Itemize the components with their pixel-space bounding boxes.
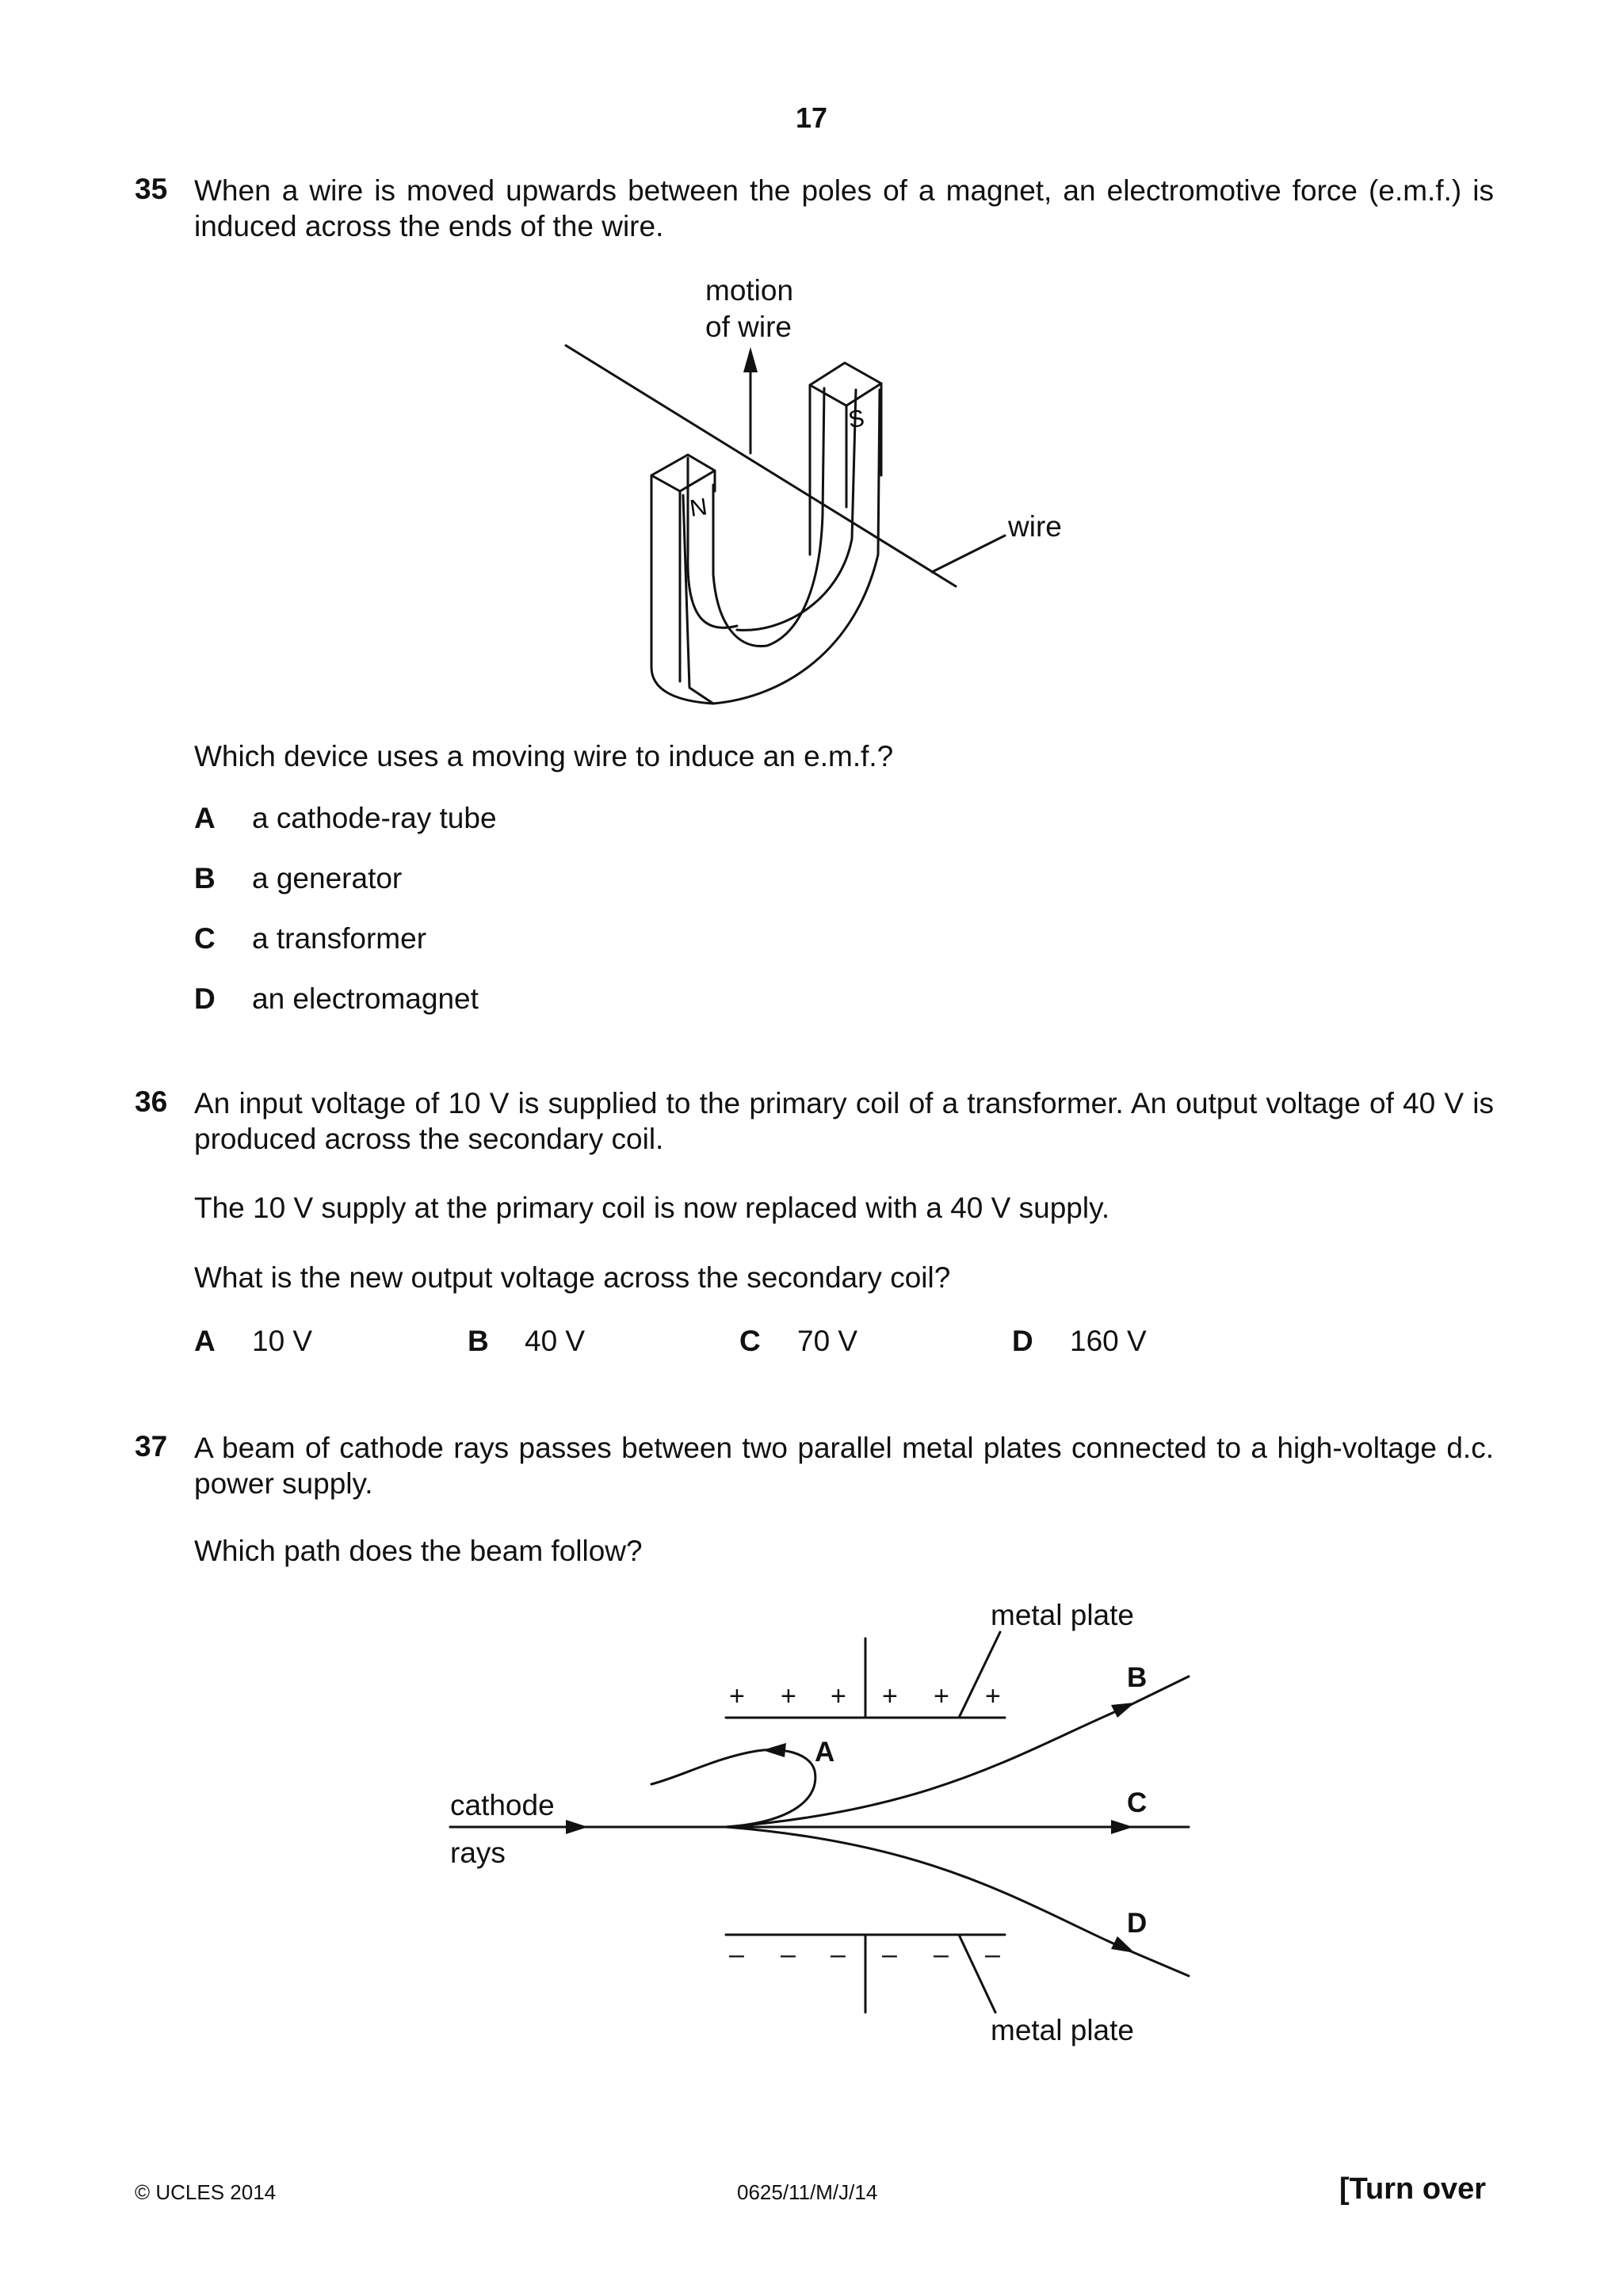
path-b-arrow-head xyxy=(1111,1703,1135,1718)
minus-sign: – xyxy=(882,1939,897,1970)
minus-sign: – xyxy=(831,1939,846,1970)
top-plate-leader xyxy=(959,1632,1000,1718)
question-35-prompt: Which device uses a moving wire to induce an e.m.f.? xyxy=(194,740,894,772)
option-c-text[interactable]: 70 V xyxy=(797,1325,858,1357)
bottom-plate-leader xyxy=(959,1935,995,2012)
beam-arrow-head xyxy=(566,1820,588,1834)
path-a-line xyxy=(651,1749,815,1827)
question-36-text2: The 10 V supply at the primary coil is now replaced with a 40 V supply. xyxy=(194,1192,1110,1224)
option-d-letter: D xyxy=(1012,1325,1033,1357)
option-c-letter: C xyxy=(194,922,216,955)
option-a-text[interactable]: 10 V xyxy=(252,1325,313,1357)
option-c-letter: C xyxy=(739,1325,761,1357)
cathode-label-line2: rays xyxy=(450,1836,506,1869)
question-36-prompt: What is the new output voltage across the secondary coil? xyxy=(194,1261,951,1294)
plus-sign: + xyxy=(781,1681,796,1711)
pole-s-label: S xyxy=(846,405,866,433)
motion-label-line1: motion xyxy=(705,274,794,307)
option-b-text[interactable]: 40 V xyxy=(525,1325,586,1357)
path-a-arrow-head xyxy=(762,1743,786,1757)
option-d-text[interactable]: an electromagnet xyxy=(252,982,479,1015)
plus-sign: + xyxy=(882,1681,898,1711)
option-a-letter: A xyxy=(194,802,216,834)
footer-copyright: © UCLES 2014 xyxy=(135,2180,277,2204)
path-d-arrow-head xyxy=(1111,1936,1135,1953)
top-plate-label: metal plate xyxy=(991,1599,1134,1631)
turn-over-label: [Turn over xyxy=(1339,2172,1487,2206)
question-37-prompt: Which path does the beam follow? xyxy=(194,1535,643,1567)
path-d-label: D xyxy=(1127,1908,1148,1939)
option-b-letter: B xyxy=(194,862,216,894)
question-36-text: An input voltage of 10 V is supplied to the primary coil of a transformer. An output voltage of 40 V is produced across the secondary coil. xyxy=(194,1087,1494,1155)
option-c-text[interactable]: a transformer xyxy=(252,922,427,955)
path-b-line xyxy=(726,1676,1189,1827)
plus-sign: + xyxy=(985,1681,1001,1711)
wire-label: wire xyxy=(1008,510,1062,543)
question-35-text: When a wire is moved upwards between the poles of a magnet, an electromotive force (e.m.f.) is induced across the ends of the wire. xyxy=(194,174,1494,242)
option-d-letter: D xyxy=(194,982,216,1015)
cathode-label-line1: cathode xyxy=(450,1789,555,1821)
option-a-text[interactable]: a cathode-ray tube xyxy=(252,802,497,834)
minus-sign: – xyxy=(985,1939,1000,1970)
motion-label-line2: of wire xyxy=(705,311,792,343)
pole-n-label: N xyxy=(688,494,709,522)
page-number: 17 xyxy=(795,101,828,134)
path-b-label: B xyxy=(1127,1662,1148,1693)
option-b-letter: B xyxy=(468,1325,489,1357)
bottom-plate-label: metal plate xyxy=(991,2014,1134,2046)
path-a-label: A xyxy=(815,1737,835,1768)
plus-sign: + xyxy=(729,1681,745,1711)
minus-sign: – xyxy=(934,1939,949,1970)
question-37-number: 37 xyxy=(135,1430,168,1463)
option-d-text[interactable]: 160 V xyxy=(1070,1325,1147,1357)
path-c-label: C xyxy=(1127,1787,1148,1818)
question-36-number: 36 xyxy=(135,1085,168,1118)
plus-sign: + xyxy=(934,1681,949,1711)
question-35-number: 35 xyxy=(135,173,168,205)
footer-paper-code: 0625/11/M/J/14 xyxy=(737,2180,878,2204)
option-b-text[interactable]: a generator xyxy=(252,862,403,894)
plus-sign: + xyxy=(831,1681,846,1711)
option-a-letter: A xyxy=(194,1325,216,1357)
path-d-line xyxy=(726,1827,1189,1976)
path-c-arrow-head xyxy=(1111,1820,1133,1834)
question-37-text: A beam of cathode rays passes between two parallel metal plates connected to a high-voltage d.c. power supply. xyxy=(194,1432,1494,1500)
minus-sign: – xyxy=(729,1939,744,1970)
minus-sign: – xyxy=(781,1939,796,1970)
